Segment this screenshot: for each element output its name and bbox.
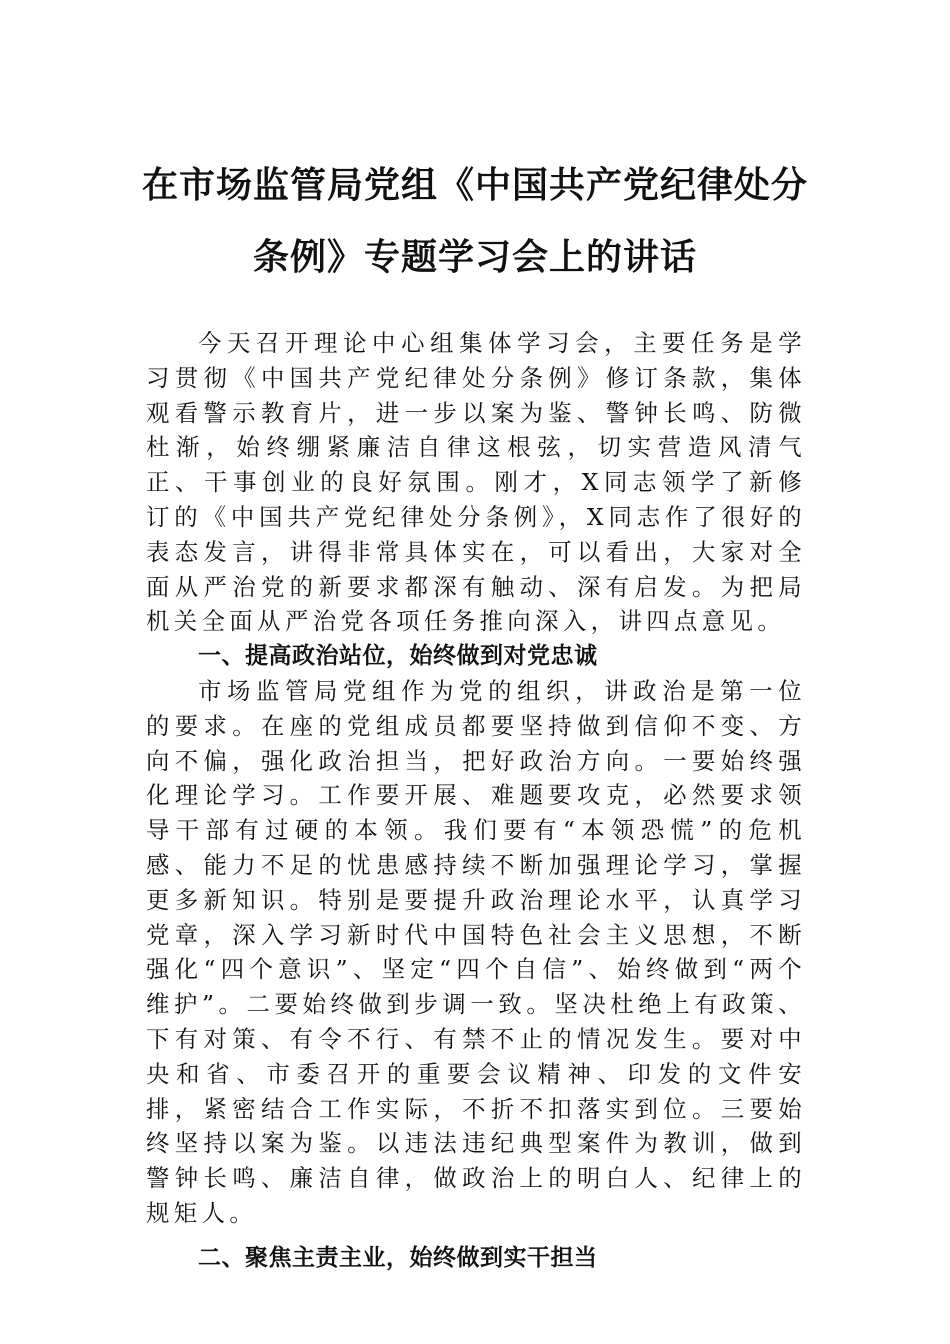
- document-title: [120, 150, 830, 294]
- title-line-1: 在市场监管局党组《中国共产党纪律处分: [141, 165, 808, 206]
- intro-paragraph: 今天召开理论中心组集体学习会，主要任务是学习贯彻《中国共产党纪律处分条例》修订条款，集体观看警示教育片，进一步以案为鉴、警钟长鸣、防微杜渐，始终绷紧廉洁自律这根弦，切实营造风清气正、干事创业的良好氛围。刚才，X同志领学了新修订的《中国共产党纪律处分条例》，X同志作了很好的表态发言，讲得非常具体实在，可以看出，大家对全面从严治党的新要求都深有触动、深有启发。为把局机关全面从严治党各项任务推向深入，讲四点意见。: [146, 329, 806, 636]
- section-heading-1: 一、提高政治站位，始终做到对党忠诚: [198, 643, 598, 670]
- title-line-2: 条例》专题学习会上的讲话: [252, 237, 697, 278]
- section-heading-2: 二、聚焦主责主业，始终做到实干担当: [198, 1244, 598, 1271]
- section-1-paragraph: 市场监管局党组作为党的组织，讲政治是第一位的要求。在座的党组成员都要坚持做到信仰不变、方向不偏，强化政治担当，把好政治方向。一要始终强化理论学习。工作要开展、难题要攻克，必然要求领导干部有过硬的本领。我们要有“本领恐慌”的危机感、能力不足的忧患感持续不断加强理论学习，掌握更多新知识。特别是要提升政治理论水平，认真学习党章，深入学习新时代中国特色社会主义思想，不断强化“四个意识”、坚定“四个自信”、始终做到“两个维护”。二要始终做到步调一致。坚决杜绝上有政策、下有对策、有令不行、有禁不止的情况发生。要对中央和省、市委召开的重要会议精神、印发的文件安排，紧密结合工作实际，不折不扣落实到位。三要始终坚持以案为鉴。以违法违纪典型案件为教训，做到警钟长鸣、廉洁自律，做政治上的明白人、纪律上的规矩人。: [146, 676, 806, 1227]
- document-body: [146, 326, 806, 1276]
